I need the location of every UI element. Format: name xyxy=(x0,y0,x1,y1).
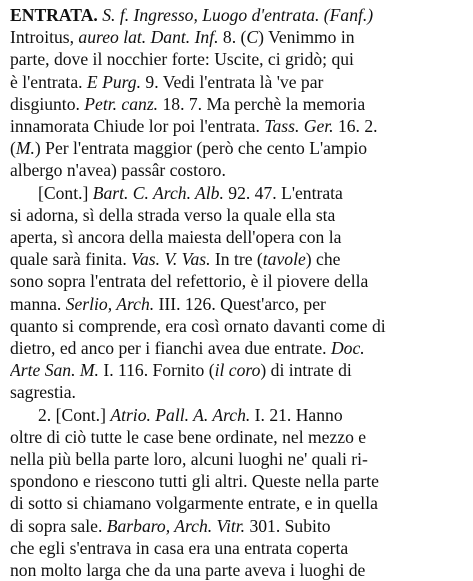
text-line xyxy=(10,115,470,137)
text-line xyxy=(10,159,470,181)
italic-citation: Serlio, Arch. xyxy=(65,293,155,314)
text-segment: 301. Subito xyxy=(245,515,331,536)
text-segment: aperta, sì ancora della maiesta dell'opera con la xyxy=(10,227,342,247)
text-segment: disgiunto. xyxy=(10,93,85,114)
text-segment: innamorata Chiude lor poi l'entrata. xyxy=(10,116,265,136)
text-segment: 18. 7. Ma perchè la memoria xyxy=(158,93,366,114)
italic-citation: C xyxy=(246,27,259,48)
text-segment: di sopra sale. xyxy=(10,515,107,536)
text-line xyxy=(10,515,470,537)
italic-citation: Bart. C. Arch. Alb. xyxy=(92,182,224,203)
text-line xyxy=(10,559,470,581)
text-line xyxy=(10,204,470,226)
text-segment: 92. 47. L'entrata xyxy=(223,182,343,203)
text-segment: sagrestia. xyxy=(10,382,76,403)
text-line xyxy=(10,381,470,403)
text-segment: I. 116. Fornito ( xyxy=(98,360,215,381)
text-segment: parte, dove il nocchier forte: Uscite, ci gridò; qui xyxy=(10,49,354,70)
text-line xyxy=(10,4,470,26)
text-segment: 2. [Cont.] xyxy=(38,404,111,425)
text-line xyxy=(10,426,470,448)
text-line xyxy=(38,182,470,204)
headword: ENTRATA. xyxy=(10,5,98,25)
text-segment: ) Per l'entrata maggior (però che cento L'ampio xyxy=(34,138,368,159)
text-line xyxy=(10,71,470,93)
text-segment: ) che xyxy=(305,249,341,270)
text-segment: 8. ( xyxy=(218,27,247,48)
text-segment: quanto si comprende, era così ornato davanti come di xyxy=(10,315,386,336)
text-segment: spondono e riescono tutti gli altri. Queste nella parte xyxy=(10,471,379,492)
italic-citation: Doc. xyxy=(330,338,365,358)
text-segment: oltre di ciò tutte le case bene ordinate, nel mezzo e xyxy=(10,426,367,447)
text-segment: che egli s'entrava in casa era una entrata coperta xyxy=(10,537,349,558)
italic-citation: Tass. Ger. xyxy=(264,116,334,136)
text-segment: III. 126. Quest'arco, per xyxy=(154,293,326,314)
text-line xyxy=(38,404,470,426)
text-segment: non molto larga che da una parte aveva i luoghi de xyxy=(10,560,366,580)
text-line xyxy=(10,359,470,381)
text-segment: Introitus, xyxy=(10,27,79,48)
text-line xyxy=(10,293,470,315)
italic-citation: aureo lat. Dant. Inf. xyxy=(78,27,219,48)
text-segment: 9. Vedi l'entrata là 've par xyxy=(141,71,324,92)
text-segment: ) di intrate di xyxy=(260,360,352,381)
italic-citation: Arte San. M. xyxy=(10,360,99,381)
text-segment: è l'entrata. xyxy=(10,71,87,92)
text-segment: di sotto si chiamano volgarmente entrate, e in quella xyxy=(10,493,378,514)
text-line xyxy=(10,448,470,470)
text-line xyxy=(10,248,470,270)
text-segment: nella più bella parte loro, alcuni luoghi ne' quali ri- xyxy=(10,449,368,469)
text-segment: manna. xyxy=(10,293,66,314)
text-line xyxy=(10,226,470,248)
text-segment: ) Venimmo in xyxy=(258,27,355,48)
text-line xyxy=(10,315,470,337)
italic-citation: S. f. Ingresso, Luogo d'entrata. (Fanf.) xyxy=(102,5,374,25)
text-segment: albergo n'avea) passâr costoro. xyxy=(10,160,226,181)
italic-citation: Petr. canz. xyxy=(84,93,159,114)
italic-citation: M. xyxy=(15,138,35,159)
italic-citation: Barbaro, Arch. Vitr. xyxy=(106,515,246,536)
text-segment: quale sarà finita. xyxy=(10,249,132,270)
text-segment: ( xyxy=(10,138,16,159)
text-line xyxy=(10,93,470,115)
text-segment: sono sopra l'entrata del refettorio, è il piovere della xyxy=(10,271,369,292)
text-segment: si adorna, sì della strada verso la quale ella sta xyxy=(10,204,336,225)
text-segment: 16. 2. xyxy=(333,116,378,136)
text-line xyxy=(10,337,470,359)
text-line xyxy=(10,270,470,292)
text-line xyxy=(10,48,470,70)
italic-citation: Vas. V. Vas. xyxy=(131,249,211,270)
text-segment: [Cont.] xyxy=(38,182,93,203)
italic-citation: il coro xyxy=(214,360,261,381)
text-line xyxy=(10,470,470,492)
italic-citation: E Purg. xyxy=(86,71,142,92)
text-line xyxy=(10,537,470,559)
italic-citation: Atrio. Pall. A. Arch. xyxy=(110,404,251,425)
italic-citation: tavole xyxy=(262,249,306,270)
text-line xyxy=(10,137,470,159)
text-segment: In tre ( xyxy=(210,249,263,270)
text-line xyxy=(10,26,470,48)
text-segment: dietro, ed anco per i fianchi avea due entrate. xyxy=(10,338,331,358)
text-line xyxy=(10,492,470,514)
text-segment: I. 21. Hanno xyxy=(250,404,343,425)
